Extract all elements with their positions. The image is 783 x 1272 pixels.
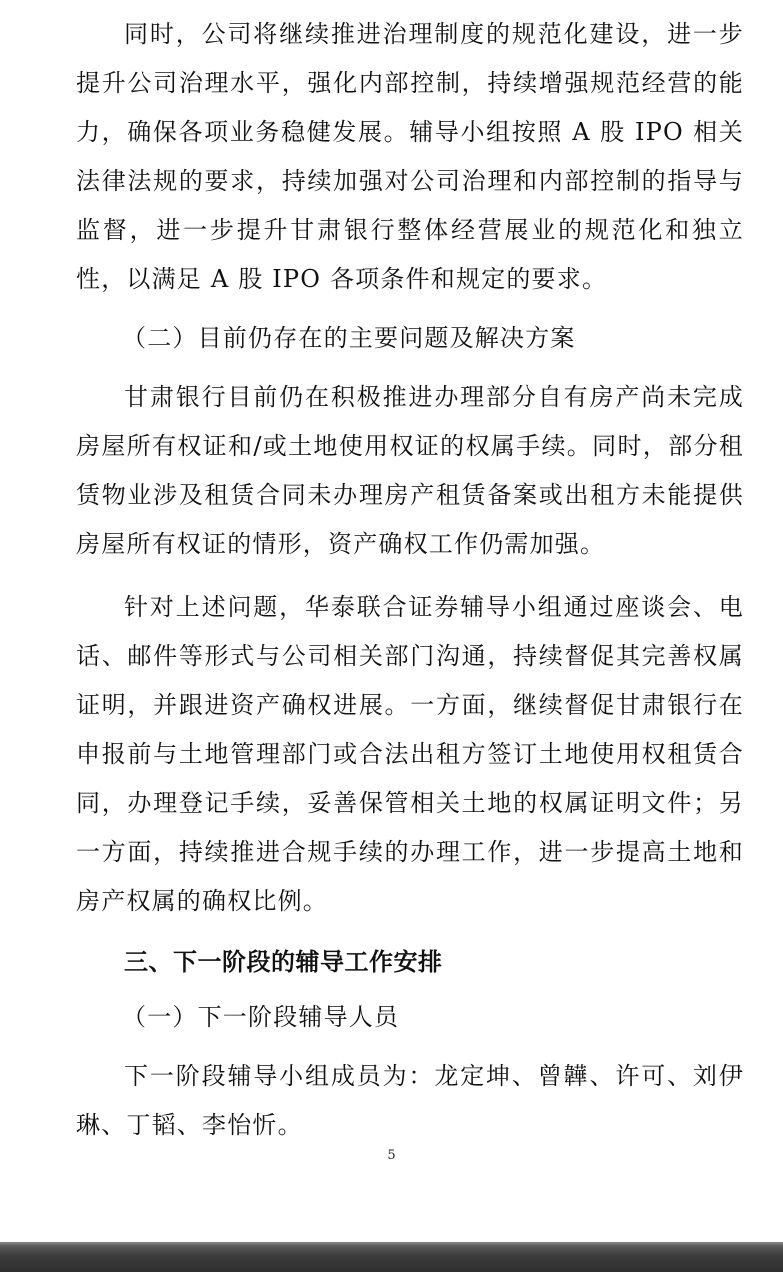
- paragraph-property-issues: 甘肃银行目前仍在积极推进办理部分自有房产尚未完成房屋所有权证和/或土地使用权证的权属手续。同时，部分租赁物业涉及租赁合同未办理房产租赁备案或出租方未能提供房屋所有权证的情形，资产确权工作仍需加强。: [76, 383, 744, 558]
- page-number: 5: [387, 1148, 396, 1163]
- paragraph-solutions: 针对上述问题，华泰联合证券辅导小组通过座谈会、电话、邮件等形式与公司相关部门沟通，持续督促其完善权属证明，并跟进资产确权进展。一方面，继续督促甘肃银行在申报前与土地管理部门或合法出租方签订土地使用权租赁合同，办理登记手续，妥善保管相关土地的权属证明文件；另一方面，持续推进合规手续的办理工作，进一步提高土地和房产权属的确权比例。: [76, 593, 744, 915]
- page-content: [76, 10, 744, 1150]
- paragraph-team-members: 下一阶段辅导小组成员为：龙定坤、曾韡、许可、刘伊琳、丁韬、李怡忻。: [76, 1062, 744, 1139]
- paragraph-governance: 同时，公司将继续推进治理制度的规范化建设，进一步提升公司治理水平，强化内部控制，持续增强规范经营的能力，确保各项业务稳健发展。辅导小组按照 A 股 IPO 相关法律法规的要求，持续加强对公司治理和内部控制的指导与监督，进一步提升甘肃银行整体经营展业的规范化和独立性，以满足 A 股 IPO 各项条件和规定的要求。: [76, 20, 744, 293]
- subheading-main-issues: （二）目前仍存在的主要问题及解决方案: [122, 324, 576, 352]
- section-heading-next-stage: 三、下一阶段的辅导工作安排: [124, 948, 443, 976]
- subheading-next-stage-staff: （一）下一阶段辅导人员: [122, 1003, 400, 1031]
- viewer-bottom-bar: [0, 1242, 783, 1272]
